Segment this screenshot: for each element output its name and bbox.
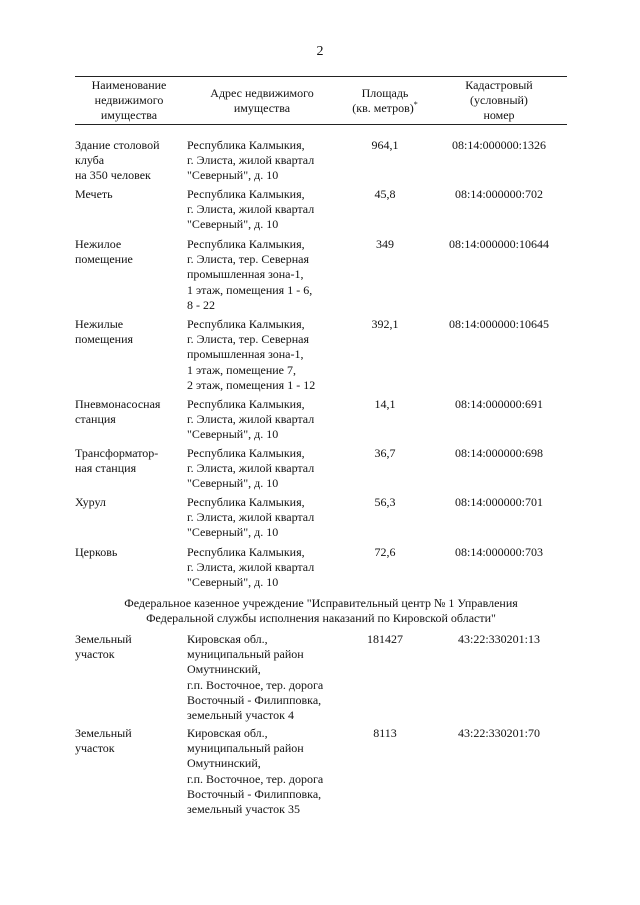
item-address: Республика Калмыкия, г. Элиста, жилой квартал "Северный", д. 10 xyxy=(187,138,315,183)
item-address: Республика Калмыкия, г. Элиста, жилой квартал "Северный", д. 10 xyxy=(187,397,315,442)
item-name: Нежилые помещения xyxy=(75,317,134,347)
header-bottom-rule xyxy=(75,124,567,125)
item-cadastral-number: 08:14:000000:691 xyxy=(454,397,543,411)
item-area: 349 xyxy=(376,237,394,251)
item-name: Пневмонасосная станция xyxy=(75,397,161,427)
item-area: 964,1 xyxy=(371,138,399,152)
page-number: 2 xyxy=(316,44,324,59)
item-name: Нежилое помещение xyxy=(75,237,133,267)
item-name: Церковь xyxy=(75,545,118,559)
header-area: Площадь (кв. метров)* xyxy=(352,86,418,116)
item-address: Республика Калмыкия, г. Элиста, жилой квартал "Северный", д. 10 xyxy=(187,446,315,491)
item-address: Республика Калмыкия, г. Элиста, тер. Северная промышленная зона-1, 1 этаж, помещения 1 - 6, 8 - 22 xyxy=(187,237,313,312)
item-area: 45,8 xyxy=(374,187,396,201)
item-name: Мечеть xyxy=(75,187,113,201)
item-address: Республика Калмыкия, г. Элиста, тер. Северная промышленная зона-1, 1 этаж, помещение 7, 2 этаж, помещения 1 - 12 xyxy=(187,317,316,392)
header-address: Адрес недвижимого имущества xyxy=(210,86,314,116)
item-area: 72,6 xyxy=(374,545,396,559)
item-cadastral-number: 43:22:330201:70 xyxy=(457,726,540,740)
item-area: 8113 xyxy=(373,726,397,740)
item-address: Республика Калмыкия, г. Элиста, жилой квартал "Северный", д. 10 xyxy=(187,187,315,232)
item-name: Земельный участок xyxy=(75,726,132,756)
section-title: Федеральное казенное учреждение "Исправительный центр № 1 Управления Федеральной службы исполнения наказаний по Кировской области" xyxy=(124,596,518,626)
item-name: Здание столовой клуба на 350 человек xyxy=(75,138,160,183)
table-header xyxy=(75,78,567,124)
item-cadastral-number: 08:14:000000:701 xyxy=(454,495,543,509)
item-cadastral-number: 08:14:000000:698 xyxy=(454,446,543,460)
header-top-rule xyxy=(75,76,567,77)
item-address: Республика Калмыкия, г. Элиста, жилой квартал "Северный", д. 10 xyxy=(187,495,315,540)
item-address: Кировская обл., муниципальный район Омутнинский, г.п. Восточное, тер. дорога Восточный - Филипповка, земельный участок 4 xyxy=(187,632,324,723)
item-area: 56,3 xyxy=(374,495,396,509)
item-name: Трансформатор- ная станция xyxy=(75,446,159,476)
item-cadastral-number: 08:14:000000:10645 xyxy=(448,317,549,331)
item-address: Кировская обл., муниципальный район Омутнинский, г.п. Восточное, тер. дорога Восточный - Филипповка, земельный участок 35 xyxy=(187,726,324,817)
item-area: 181427 xyxy=(367,632,403,646)
item-address: Республика Калмыкия, г. Элиста, жилой квартал "Северный", д. 10 xyxy=(187,545,315,590)
header-name: Наименование недвижимого имущества xyxy=(91,78,167,123)
item-name: Земельный участок xyxy=(75,632,132,662)
item-area: 14,1 xyxy=(374,397,396,411)
item-area: 36,7 xyxy=(374,446,396,460)
header-cadastral: Кадастровый (условный) номер xyxy=(465,78,533,123)
item-cadastral-number: 08:14:000000:702 xyxy=(454,187,543,201)
item-cadastral-number: 43:22:330201:13 xyxy=(457,632,540,646)
item-cadastral-number: 08:14:000000:10644 xyxy=(448,237,549,251)
item-area: 392,1 xyxy=(371,317,399,331)
area-footnote-mark: * xyxy=(413,100,418,110)
item-cadastral-number: 08:14:000000:1326 xyxy=(451,138,546,152)
item-cadastral-number: 08:14:000000:703 xyxy=(454,545,543,559)
item-name: Хурул xyxy=(75,495,106,509)
